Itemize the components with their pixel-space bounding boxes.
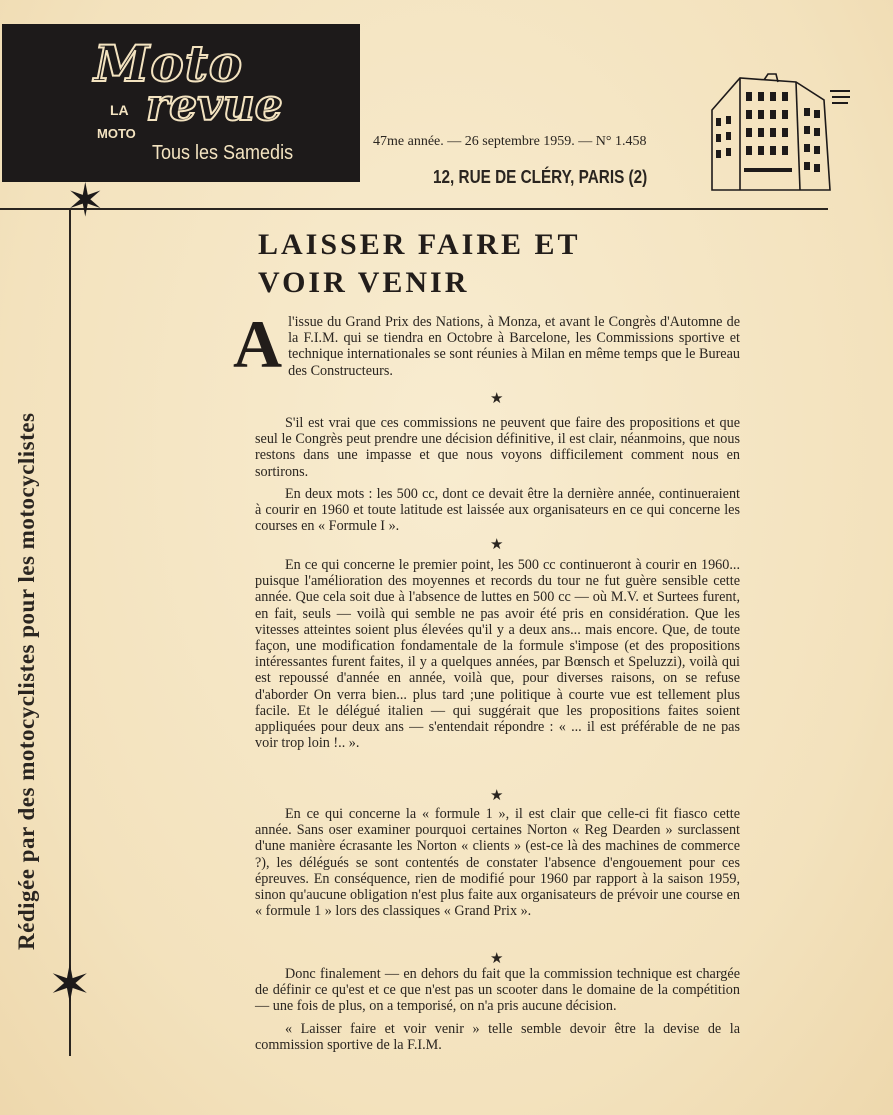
building-illustration-icon (704, 70, 854, 192)
article-section-4 (255, 966, 740, 1053)
separator-star-icon: ★ (490, 951, 504, 967)
logo-la-text: LA (110, 102, 129, 118)
paragraph: S'il est vrai que ces commissions ne peuvent que faire des propositions et que seul le Congrès peut prendre une décision définitive, il est clair, néanmoins, que nous restons dans une impasse et que nous voyons difficilement comment nous en sortirons. (255, 415, 740, 480)
masthead-tagline: Tous les Samedis (152, 142, 294, 164)
paragraph: En deux mots : les 500 cc, dont ce devait être la dernière année, continueraient à courir en 1960 et toute latitude est laissée aux organisateurs en ce qui concerne les courses en « Formule I ». (255, 485, 740, 535)
separator-star-icon: ★ (490, 537, 504, 553)
masthead-logo (2, 24, 360, 182)
paragraph: Donc finalement — en dehors du fait que la commission technique est chargée de définir ce qu'est et ce que n'est pas un scooter dans le domaine de la compétition — une fois de plus, on a temporisé, on n'a pris aucune décision. (255, 966, 740, 1015)
paragraph: « Laisser faire et voir venir » telle semble devoir être la devise de la commission sportive de la F.I.M. (255, 1020, 740, 1053)
intro-paragraph: l'issue du Grand Prix des Nations, à Monza, et avant le Congrès d'Automne de la F.I.M. qui se tiendra en Octobre à Barcelone, les Commissions sportive et technique internationales se sont réunies à Milan en même temps que le Bureau des Constructeurs. (288, 314, 740, 379)
article-intro (233, 306, 740, 382)
side-slogan: Rédigée par des motocyclistes pour les motocyclistes (14, 412, 39, 950)
article-section-1 (255, 415, 740, 534)
separator-star-icon: ★ (490, 788, 504, 804)
article-section-2 (255, 557, 740, 751)
logo-moto-text: Moto (94, 34, 244, 93)
address-line: 12, RUE DE CLÉRY, PARIS (2) (433, 167, 648, 187)
star-ornament-icon: ✶ (66, 175, 105, 226)
issue-line: 47me année. — 26 septembre 1959. — N° 1.458 (373, 134, 647, 149)
article-section-3 (255, 806, 740, 919)
paragraph: En ce qui concerne le premier point, les 500 cc continueront à courir en 1960... puisque l'amélioration des moyennes et records du tour ne fut guère sensible cette année. Que cela soit due à l'absence de luttes en 500 cc — où M.V. et Surtees furent, en fait, seuls — voilà qui semble ne pas avoir été pris en considération. Que les vitesses atteintes soient plus élevées qu'il y a deux ans... mais encore. Que, de toute façon, une modification fondamentale de la formule s'impose (et des propositions intéressantes furent faites, il y a quelques années, par Bœnsch et Speluzzi), voilà qui est repoussé d'année en année, voilà que, pour diverses raisons, on se refuse d'aborder On verra bien... plus tard ;une politique à courte vue est tellement plus facile. Et le délégué italien — qui suggérait que les propositions faites soient appliquées pour deux ans — s'entendait répondre : « ... il est préférable de ne pas voir trop loin !.. ». (255, 557, 740, 752)
masthead-divider (0, 208, 828, 210)
side-column-divider (69, 208, 71, 1056)
paragraph: En ce qui concerne la « formule 1 », il est clair que celle-ci fit fiasco cette année. Sans oser examiner pourquoi certaines Norton « Reg Dearden » surclassent d'une manière écrasante les Norton « clients » (est-ce là des machines de commerce ?), les délégués se sont contentés de constater l'absence d'engouement pour ces épreuves. En conséquence, rien de modifié pour 1960 par rapport à la saison 1959, sinon qu'aucune obligation n'est plus faite aux organisateurs de prévoir une course en « formule 1 » lors des classiques « Grand Prix ». (255, 806, 740, 920)
logo-moto-small-text: MOTO (97, 126, 136, 141)
star-ornament-icon: ✶ (48, 957, 92, 1014)
drop-cap: A (233, 306, 283, 382)
article-title: LAISSER FAIRE ET VOIR VENIR (258, 228, 581, 299)
separator-star-icon: ★ (490, 391, 504, 407)
logo-revue-text: revue (146, 80, 283, 131)
